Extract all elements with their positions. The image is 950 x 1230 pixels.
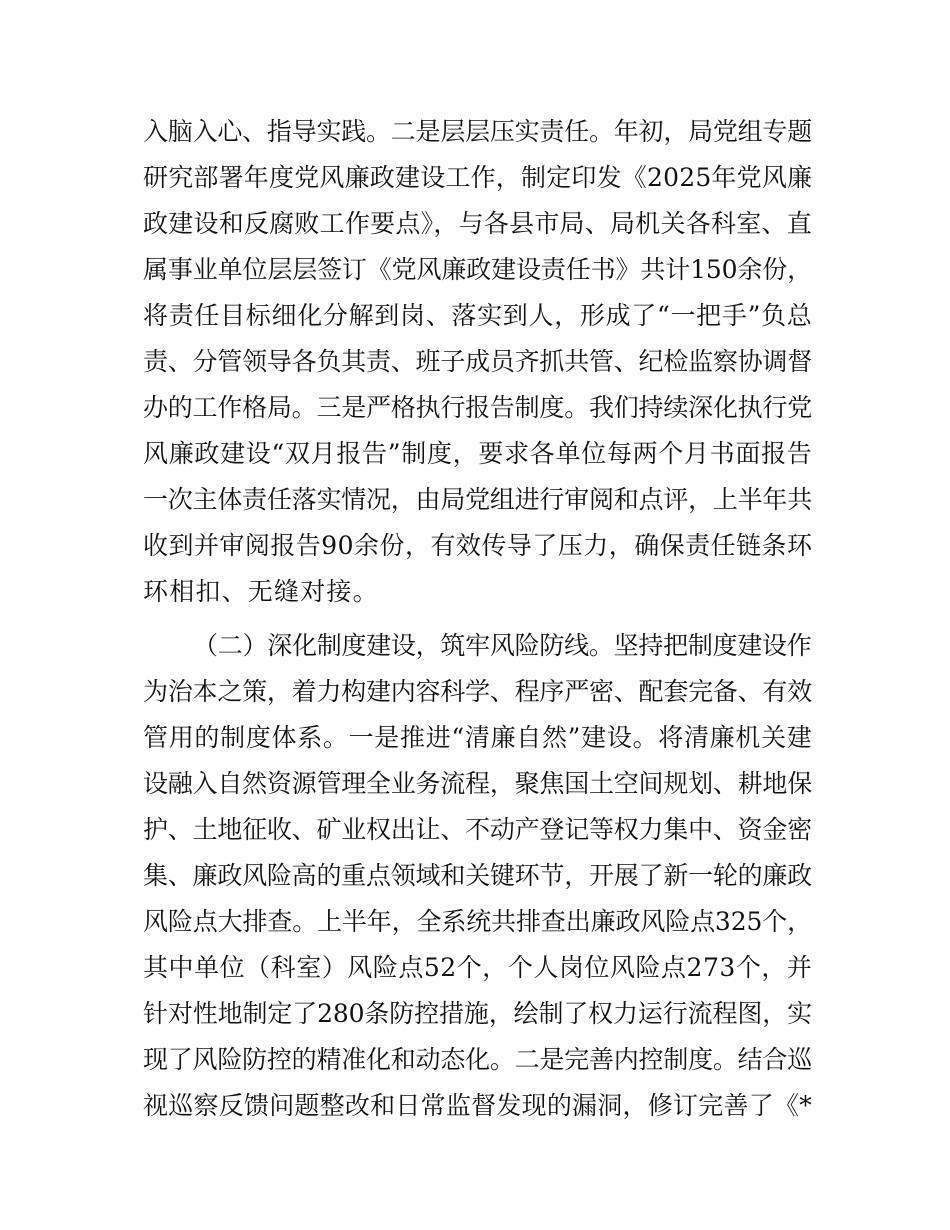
text-line: 其中单位（科室）风险点52个，个人岗位风险点273个，并 bbox=[143, 953, 813, 982]
text-line: 属事业单位层层签订《党风廉政建设责任书》共计150余份， bbox=[143, 255, 812, 284]
text-line: 集、廉政风险高的重点领域和关键环节，开展了新一轮的廉政 bbox=[143, 861, 812, 890]
text-line: 为治本之策，着力构建内容科学、程序严密、配套完备、有效 bbox=[143, 677, 812, 706]
text-line: 责、分管领导各负其责、班子成员齐抓共管、纪检监察协调督 bbox=[143, 347, 812, 376]
text-line: 针对性地制定了280条防控措施，绘制了权力运行流程图，实 bbox=[143, 999, 812, 1028]
text-line: 研究部署年度党风廉政建设工作，制定印发《2025年党风廉 bbox=[143, 163, 813, 192]
text-line: 现了风险防控的精准化和动态化。二是完善内控制度。结合巡 bbox=[143, 1045, 812, 1074]
text-line: 护、土地征收、矿业权出让、不动产登记等权力集中、资金密 bbox=[143, 815, 812, 844]
text-line: 风廉政建设“双月报告”制度，要求各单位每两个月书面报告 bbox=[143, 439, 813, 468]
text-line: 政建设和反腐败工作要点》，与各县市局、局机关各科室、直 bbox=[143, 209, 812, 238]
text-line: 环相扣、无缝对接。 bbox=[143, 577, 379, 606]
text-line: 管用的制度体系。一是推进“清廉自然”建设。将清廉机关建 bbox=[143, 723, 813, 752]
text-line: 视巡察反馈问题整改和日常监督发现的漏洞，修订完善了《* bbox=[143, 1091, 812, 1120]
text-line: 入脑入心、指导实践。二是层层压实责任。年初，局党组专题 bbox=[143, 117, 812, 146]
text-line: 办的工作格局。三是严格执行报告制度。我们持续深化执行党 bbox=[143, 393, 812, 422]
text-line: （二）深化制度建设，筑牢风险防线。坚持把制度建设作 bbox=[193, 631, 812, 660]
text-line: 收到并审阅报告90余份，有效传导了压力，确保责任链条环 bbox=[143, 531, 813, 560]
text-line: 风险点大排查。上半年，全系统共排查出廉政风险点325个， bbox=[143, 907, 812, 936]
text-line: 将责任目标细化分解到岗、落实到人，形成了“一把手”负总 bbox=[143, 301, 813, 330]
text-line: 设融入自然资源管理全业务流程，聚焦国土空间规划、耕地保 bbox=[143, 769, 812, 798]
text-line: 一次主体责任落实情况，由局党组进行审阅和点评，上半年共 bbox=[143, 485, 812, 514]
